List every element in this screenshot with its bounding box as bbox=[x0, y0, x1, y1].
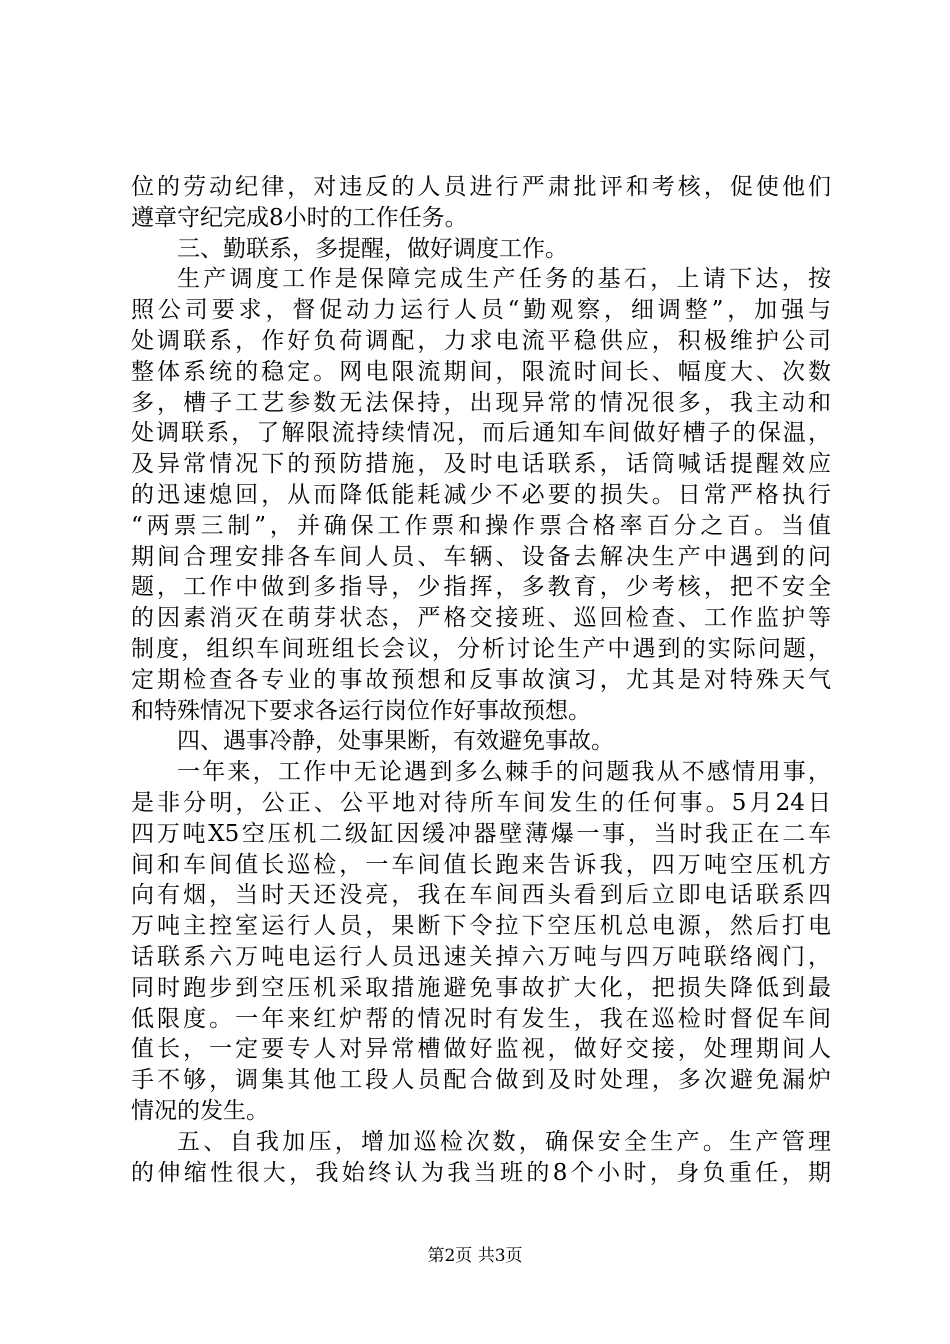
text-line: 的伸缩性很大，我始终认为我当班的8个小时，身负重任，期 bbox=[131, 1159, 831, 1186]
text-line: 万吨主控室运行人员，果断下令拉下空压机总电源，然后打电 bbox=[131, 913, 831, 940]
text-line: 遵章守纪完成8小时的工作任务。 bbox=[131, 204, 468, 231]
text-line: 五、自我加压，增加巡检次数，确保安全生产。生产管理 bbox=[177, 1128, 831, 1155]
page-footer: 第2页 共3页 bbox=[427, 1246, 523, 1266]
text-line: 制度，组织车间班组长会议，分析讨论生产中遇到的实际问题， bbox=[131, 635, 831, 662]
text-line: 四万吨X5空压机二级缸因缓冲器壁薄爆一事，当时我正在二车 bbox=[131, 820, 831, 847]
text-line: 是非分明，公正、公平地对待所车间发生的任何事。5月24日 bbox=[131, 789, 831, 816]
text-line: 三、勤联系，多提醒，做好调度工作。 bbox=[177, 235, 568, 262]
text-line: 生产调度工作是保障完成生产任务的基石，上请下达，按 bbox=[177, 266, 831, 293]
text-line: 话联系六万吨电运行人员迅速关掉六万吨与四万吨联络阀门， bbox=[131, 943, 831, 970]
text-line: 处调联系，了解限流持续情况，而后通知车间做好槽子的保温， bbox=[131, 420, 831, 447]
text-line: 期间合理安排各车间人员、车辆、设备去解决生产中遇到的问 bbox=[131, 543, 831, 570]
text-line: 多，槽子工艺参数无法保持，出现异常的情况很多，我主动和 bbox=[131, 389, 831, 416]
text-line: 间和车间值长巡检，一车间值长跑来告诉我，四万吨空压机方 bbox=[131, 851, 831, 878]
text-line: 同时跑步到空压机采取措施避免事故扩大化，把损失降低到最 bbox=[131, 974, 831, 1001]
text-line: 定期检查各专业的事故预想和反事故演习，尤其是对特殊天气 bbox=[131, 666, 831, 693]
text-line: 题，工作中做到多指导，少指挥，多教育，少考核，把不安全 bbox=[131, 574, 831, 601]
document-body bbox=[131, 172, 831, 1188]
text-line: 的因素消灭在萌芽状态，严格交接班、巡回检查、工作监护等 bbox=[131, 605, 831, 632]
text-line: 照公司要求，督促动力运行人员“勤观察，细调整”，加强与 bbox=[131, 297, 831, 324]
text-line: 和特殊情况下要求各运行岗位作好事故预想。 bbox=[131, 697, 591, 724]
text-line: 及异常情况下的预防措施，及时电话联系，话筒喊话提醒效应 bbox=[131, 451, 831, 478]
text-line: 的迅速熄回，从而降低能耗减少不必要的损失。日常严格执行 bbox=[131, 481, 831, 508]
text-line: 低限度。一年来红炉帮的情况时有发生，我在巡检时督促车间 bbox=[131, 1005, 831, 1032]
text-line: 向有烟，当时天还没亮，我在车间西头看到后立即电话联系四 bbox=[131, 882, 831, 909]
text-line: “两票三制”，并确保工作票和操作票合格率百分之百。当值 bbox=[131, 512, 831, 539]
text-line: 处调联系，作好负荷调配，力求电流平稳供应，积极维护公司 bbox=[131, 327, 831, 354]
text-line: 整体系统的稳定。网电限流期间，限流时间长、幅度大、次数 bbox=[131, 358, 831, 385]
text-line: 情况的发生。 bbox=[131, 1097, 269, 1124]
text-line: 位的劳动纪律，对违反的人员进行严肃批评和考核，促使他们 bbox=[131, 174, 831, 200]
text-line: 四、遇事冷静，处事果断，有效避免事故。 bbox=[177, 728, 614, 755]
text-line: 一年来，工作中无论遇到多么棘手的问题我从不感情用事， bbox=[177, 759, 831, 786]
text-line: 手不够，调集其他工段人员配合做到及时处理，多次避免漏炉 bbox=[131, 1067, 831, 1094]
text-line: 值长，一定要专人对异常槽做好监视，做好交接，处理期间人 bbox=[131, 1036, 831, 1063]
